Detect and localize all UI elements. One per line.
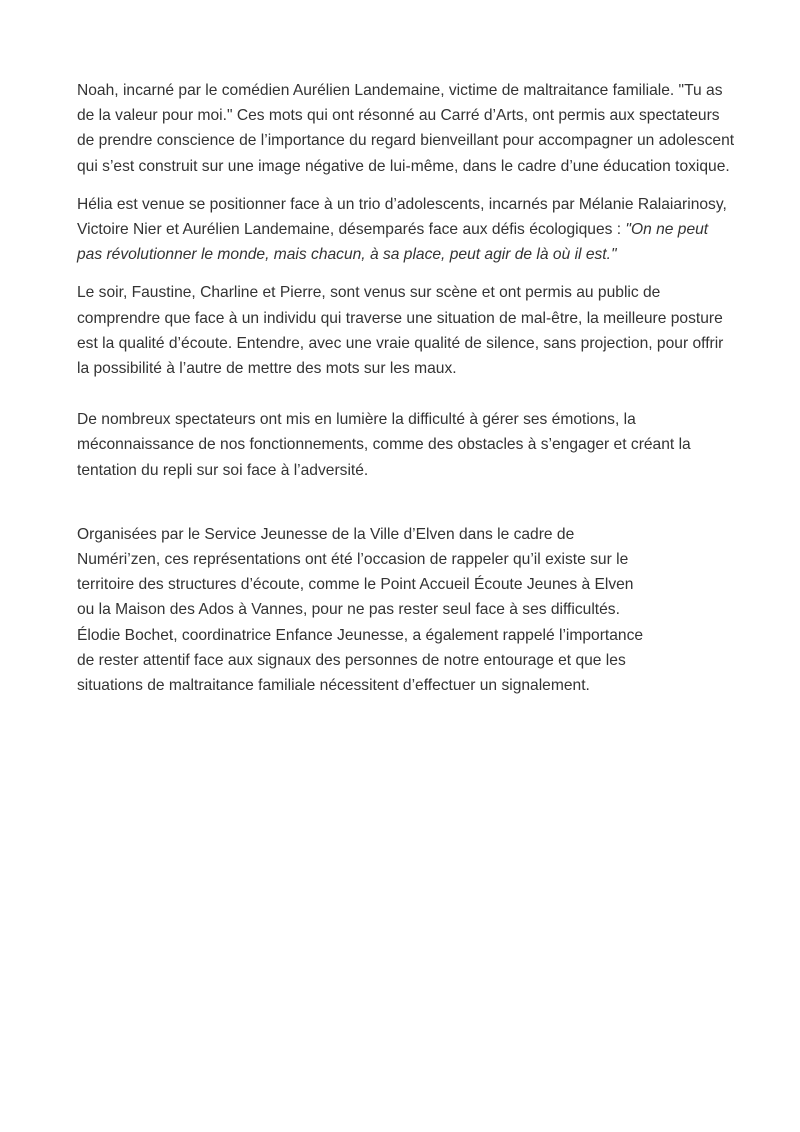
paragraph-noah: Noah, incarné par le comédien Aurélien Landemaine, victime de maltraitance familiale. "Tu as de la valeur pour moi." Ces mots qui ont résonné au Carré d’Arts, ont permis aux spectateurs de prendre conscience de l’importance du regard bienveillant pour accompagner un adolescent qui s’est construit sur une image négative de lui-même, dans le cadre d’une éducation toxique. — [77, 82, 735, 175]
helia-quote: "On ne peut pas révolutionner le monde, mais chacun, à sa place, peut agir de là où il est." — [77, 221, 709, 264]
article-body — [77, 78, 737, 698]
paragraph-evening: Le soir, Faustine, Charline et Pierre, sont venus sur scène et ont permis au public de comprendre que face à un individu qui traverse une situation de mal-être, la meilleure posture est la qualité d’écoute. Entendre, avec une vraie qualité de silence, sans projection, pour offrir la possibilité à l’autre de mettre des mots sur les maux. — [77, 284, 724, 378]
paragraph-spectators: De nombreux spectateurs ont mis en lumière la difficulté à gérer ses émotions, la méconnaissance de nos fonctionnements, comme des obstacles à s’engager et créant la tentation du repli sur soi face à l’adversité. — [77, 411, 691, 479]
paragraph-helia-text: Hélia est venue se positionner face à un trio d’adolescents, incarnés par Mélanie Ralaiarinosy, Victoire Nier et Aurélien Landemaine, désemparés face aux défis écologiques : — [77, 195, 727, 239]
paragraph-organisation: Organisées par le Service Jeunesse de la Ville d’Elven dans le cadre de Numéri’zen, ces représentations ont été l’occasion de rappeler qu’il existe sur le territoire des structures d’écoute, comme le Point Accueil Écoute Jeunes à Elven ou la Maison des Ados à Vannes, pour ne pas rester seul face à ses difficultés. Élodie Bochet, coordinatrice Enfance Jeunesse, a également rappelé l’importance de rester attentif face aux signaux des personnes de notre entourage et que les situations de maltraitance familiale nécessitent d’effectuer un signalement. — [77, 525, 644, 695]
paragraph-helia — [77, 192, 737, 268]
